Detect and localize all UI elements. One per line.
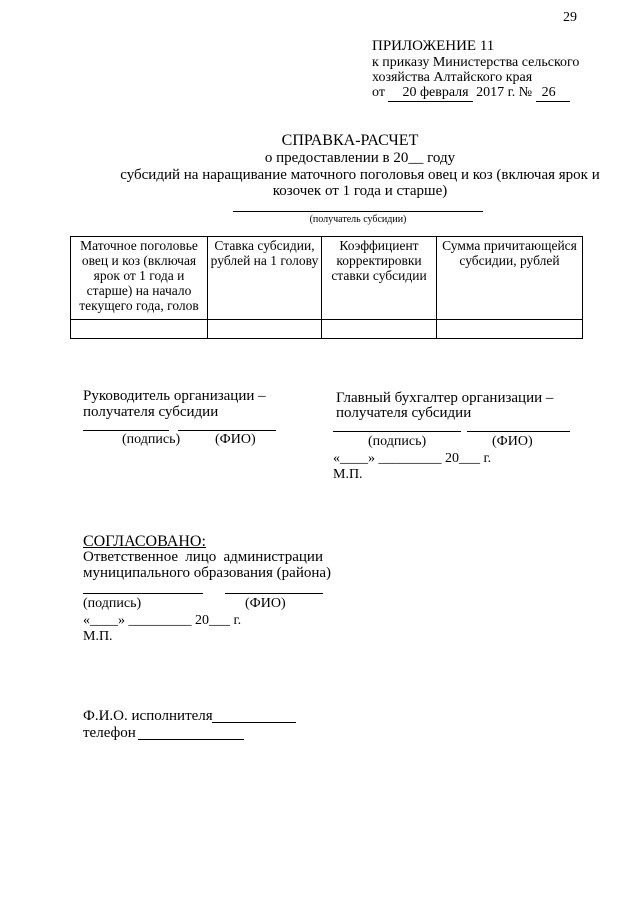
table-row [71,320,583,339]
manager-signature-label: (подпись) [122,432,181,447]
appendix-date: 20 февраля [388,85,472,102]
accountant-signature-line[interactable] [333,431,461,432]
manager-title-1: Руководитель организации – [83,388,266,404]
manager-fio-label: (ФИО) [215,432,256,447]
col-header-coefficient: Коэффициент корректировки ставки субсидии [322,237,437,320]
accountant-title-1: Главный бухгалтер организации – [336,390,554,406]
accountant-date-line[interactable]: «____» _________ 20___ г. [333,451,492,466]
approval-stamp: М.П. [83,629,113,644]
page-number: 29 [563,10,577,25]
recipient-caption: (получатель субсидии) [309,214,407,225]
accountant-stamp: М.П. [333,467,363,482]
col-header-amount: Сумма причитающейся субсидии, рублей [437,237,583,320]
manager-title-2: получателя субсидии [83,404,219,420]
accountant-fio-line[interactable] [467,431,570,432]
document-subtitle-3: козочек от 1 года и старше) [272,183,448,199]
manager-fio-line[interactable] [178,430,276,431]
table-header-row [71,237,583,320]
executor-name-label: Ф.И.О. исполнителя [83,708,213,724]
document-subtitle-1: о предоставлении в 20__ году [264,150,456,166]
table-cell-coefficient[interactable] [322,320,437,339]
executor-name-line[interactable] [212,722,296,723]
approval-signature-label: (подпись) [83,596,142,611]
recipient-line [233,211,483,212]
approval-signature-line[interactable] [83,593,203,594]
approval-title: СОГЛАСОВАНО: [83,533,206,550]
approval-fio-label: (ФИО) [245,596,286,611]
executor-phone-line[interactable] [138,739,244,740]
accountant-title-2: получателя субсидии [336,405,472,421]
executor-phone-label: телефон [83,725,136,741]
col-header-livestock: Маточное поголовье овец и коз (включая ярок от 1 года и старше) на начало текущего года, голов [71,237,208,320]
appendix-from: от [372,85,385,100]
appendix-order-line [372,85,570,102]
approval-line-1: Ответственное лицо администрации [83,549,323,565]
approval-date-line[interactable]: «____» _________ 20___ г. [83,613,242,628]
col-header-rate: Ставка субсидии, рублей на 1 голову [208,237,322,320]
accountant-signature-label: (подпись) [368,434,427,449]
document-title: СПРАВКА-РАСЧЕТ [281,132,419,149]
document-subtitle-2: субсидий на наращивание маточного поголовья овец и коз (включая ярок и [120,167,600,183]
appendix-line-1: к приказу Министерства сельского [372,55,580,70]
calculation-table [70,236,583,339]
manager-signature-line[interactable] [83,430,169,431]
appendix-year: 2017 г. № [476,85,533,100]
table-cell-livestock[interactable] [71,320,208,339]
appendix-number: 26 [536,85,570,102]
accountant-fio-label: (ФИО) [492,434,533,449]
appendix-title: ПРИЛОЖЕНИЕ 11 [372,38,495,54]
appendix-line-2: хозяйства Алтайского края [372,70,533,85]
table-cell-rate[interactable] [208,320,322,339]
table-cell-amount[interactable] [437,320,583,339]
approval-fio-line[interactable] [225,593,323,594]
approval-line-2: муниципального образования (района) [83,565,332,581]
